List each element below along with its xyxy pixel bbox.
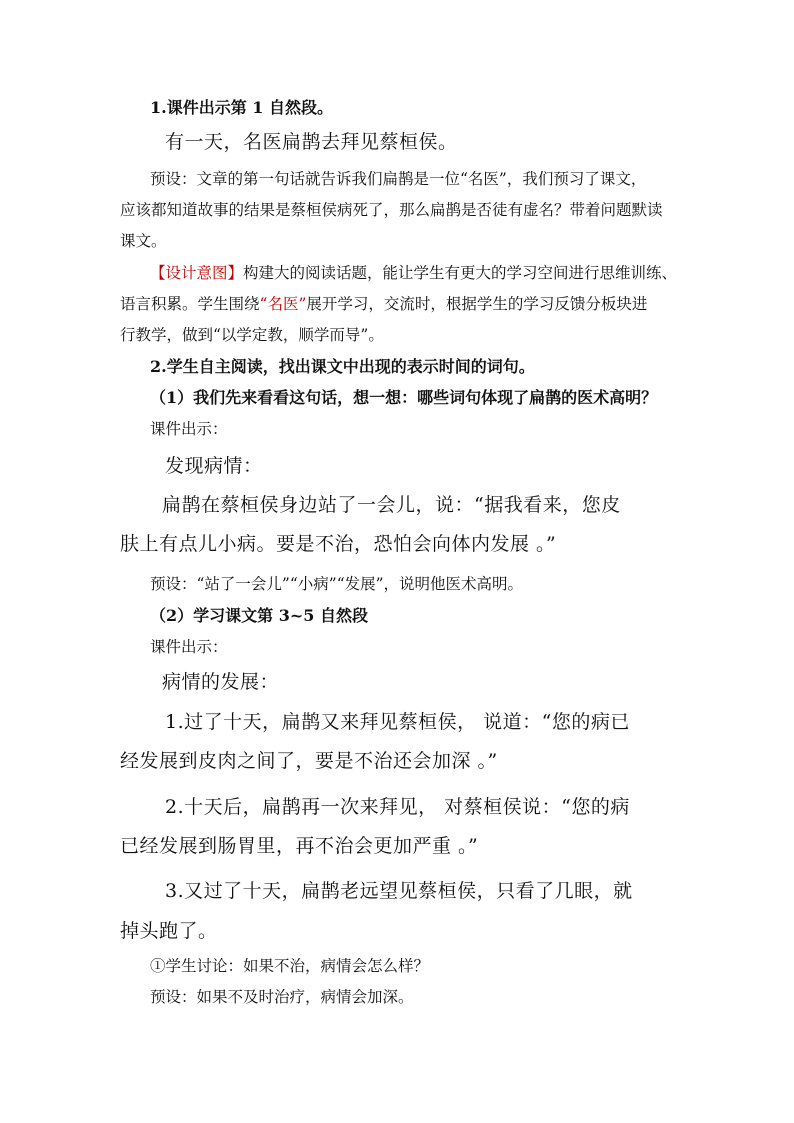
preset-line-3: 课文。 xyxy=(120,232,167,250)
preset-line-1: 预设：文章的第一句话就告诉我们扁鹊是一位“名医”，我们预习了课文， xyxy=(150,170,647,188)
sub1-show-label: 课件出示： xyxy=(150,420,228,438)
design-intent-text-b: 展开学习，交流时，根据学生的学习反馈分板块进 xyxy=(306,295,648,313)
item-3-line-1: 3.又过了十天，扁鹊老远望见蔡桓侯，只看了几眼，就 xyxy=(165,880,633,902)
sub1-quote-line-1: 扁鹊在蔡桓侯身边站了一会儿，说：“据我看来，您皮 xyxy=(162,494,621,516)
design-intent-text-a: 语言积累。学生围绕 xyxy=(120,295,260,313)
design-intent-text: 构建大的阅读话题，能让学生有更大的学习空间进行思维训练、 xyxy=(243,264,678,282)
design-intent-line-1 xyxy=(150,264,677,283)
sub1-quote-line-2: 肤上有点儿小病。要是不治，恐怕会向体内发展 。” xyxy=(120,533,557,555)
sub2-heading: （2）学习课文第 3~5 自然段 xyxy=(150,606,368,625)
section1-quote: 有一天，名医扁鹊去拜见蔡桓侯。 xyxy=(165,131,458,153)
design-intent-line-2 xyxy=(120,295,647,314)
design-intent-highlight: “名医” xyxy=(259,295,307,313)
sub2-title: 病情的发展： xyxy=(162,671,280,693)
item-1-line-1: 1.过了十天，扁鹊又来拜见蔡桓侯， 说道：“您的病已 xyxy=(165,711,630,733)
design-intent-tag: 【设计意图】 xyxy=(150,264,244,282)
item-3-line-2: 掉头跑了。 xyxy=(120,920,218,942)
sub1-title: 发现病情： xyxy=(165,455,263,477)
discussion-preset: 预设：如果不及时治疗，病情会加深。 xyxy=(150,988,414,1006)
design-intent-line-3: 行教学，做到“以学定教，顺学而导”。 xyxy=(120,326,384,344)
item-2-line-1: 2.十天后，扁鹊再一次来拜见， 对蔡桓侯说：“您的病 xyxy=(165,796,630,818)
section2-heading: 2.学生自主阅读，找出课文中出现的表示时间的词句。 xyxy=(150,357,535,376)
section1-heading: 1.课件出示第 1 自然段。 xyxy=(150,98,333,117)
discussion-question: ①学生讨论：如果不治，病情会怎么样？ xyxy=(150,957,430,975)
sub1-heading: （1）我们先来看看这句话，想一想：哪些词句体现了扁鹊的医术高明？ xyxy=(150,388,658,407)
item-1-line-2: 经发展到皮肉之间了，要是不治还会加深 。” xyxy=(120,750,498,772)
preset-line-2: 应该都知道故事的结果是蔡桓侯病死了，那么扁鹊是否徒有虚名？带着问题默读 xyxy=(120,201,663,219)
item-2-line-2: 已经发展到肠胃里，再不治会更加严重 。” xyxy=(120,835,479,857)
sub1-preset: 预设：“站了一会儿”“小病”“发展”，说明他医术高明。 xyxy=(150,575,524,593)
sub2-show-label: 课件出示： xyxy=(150,638,228,656)
